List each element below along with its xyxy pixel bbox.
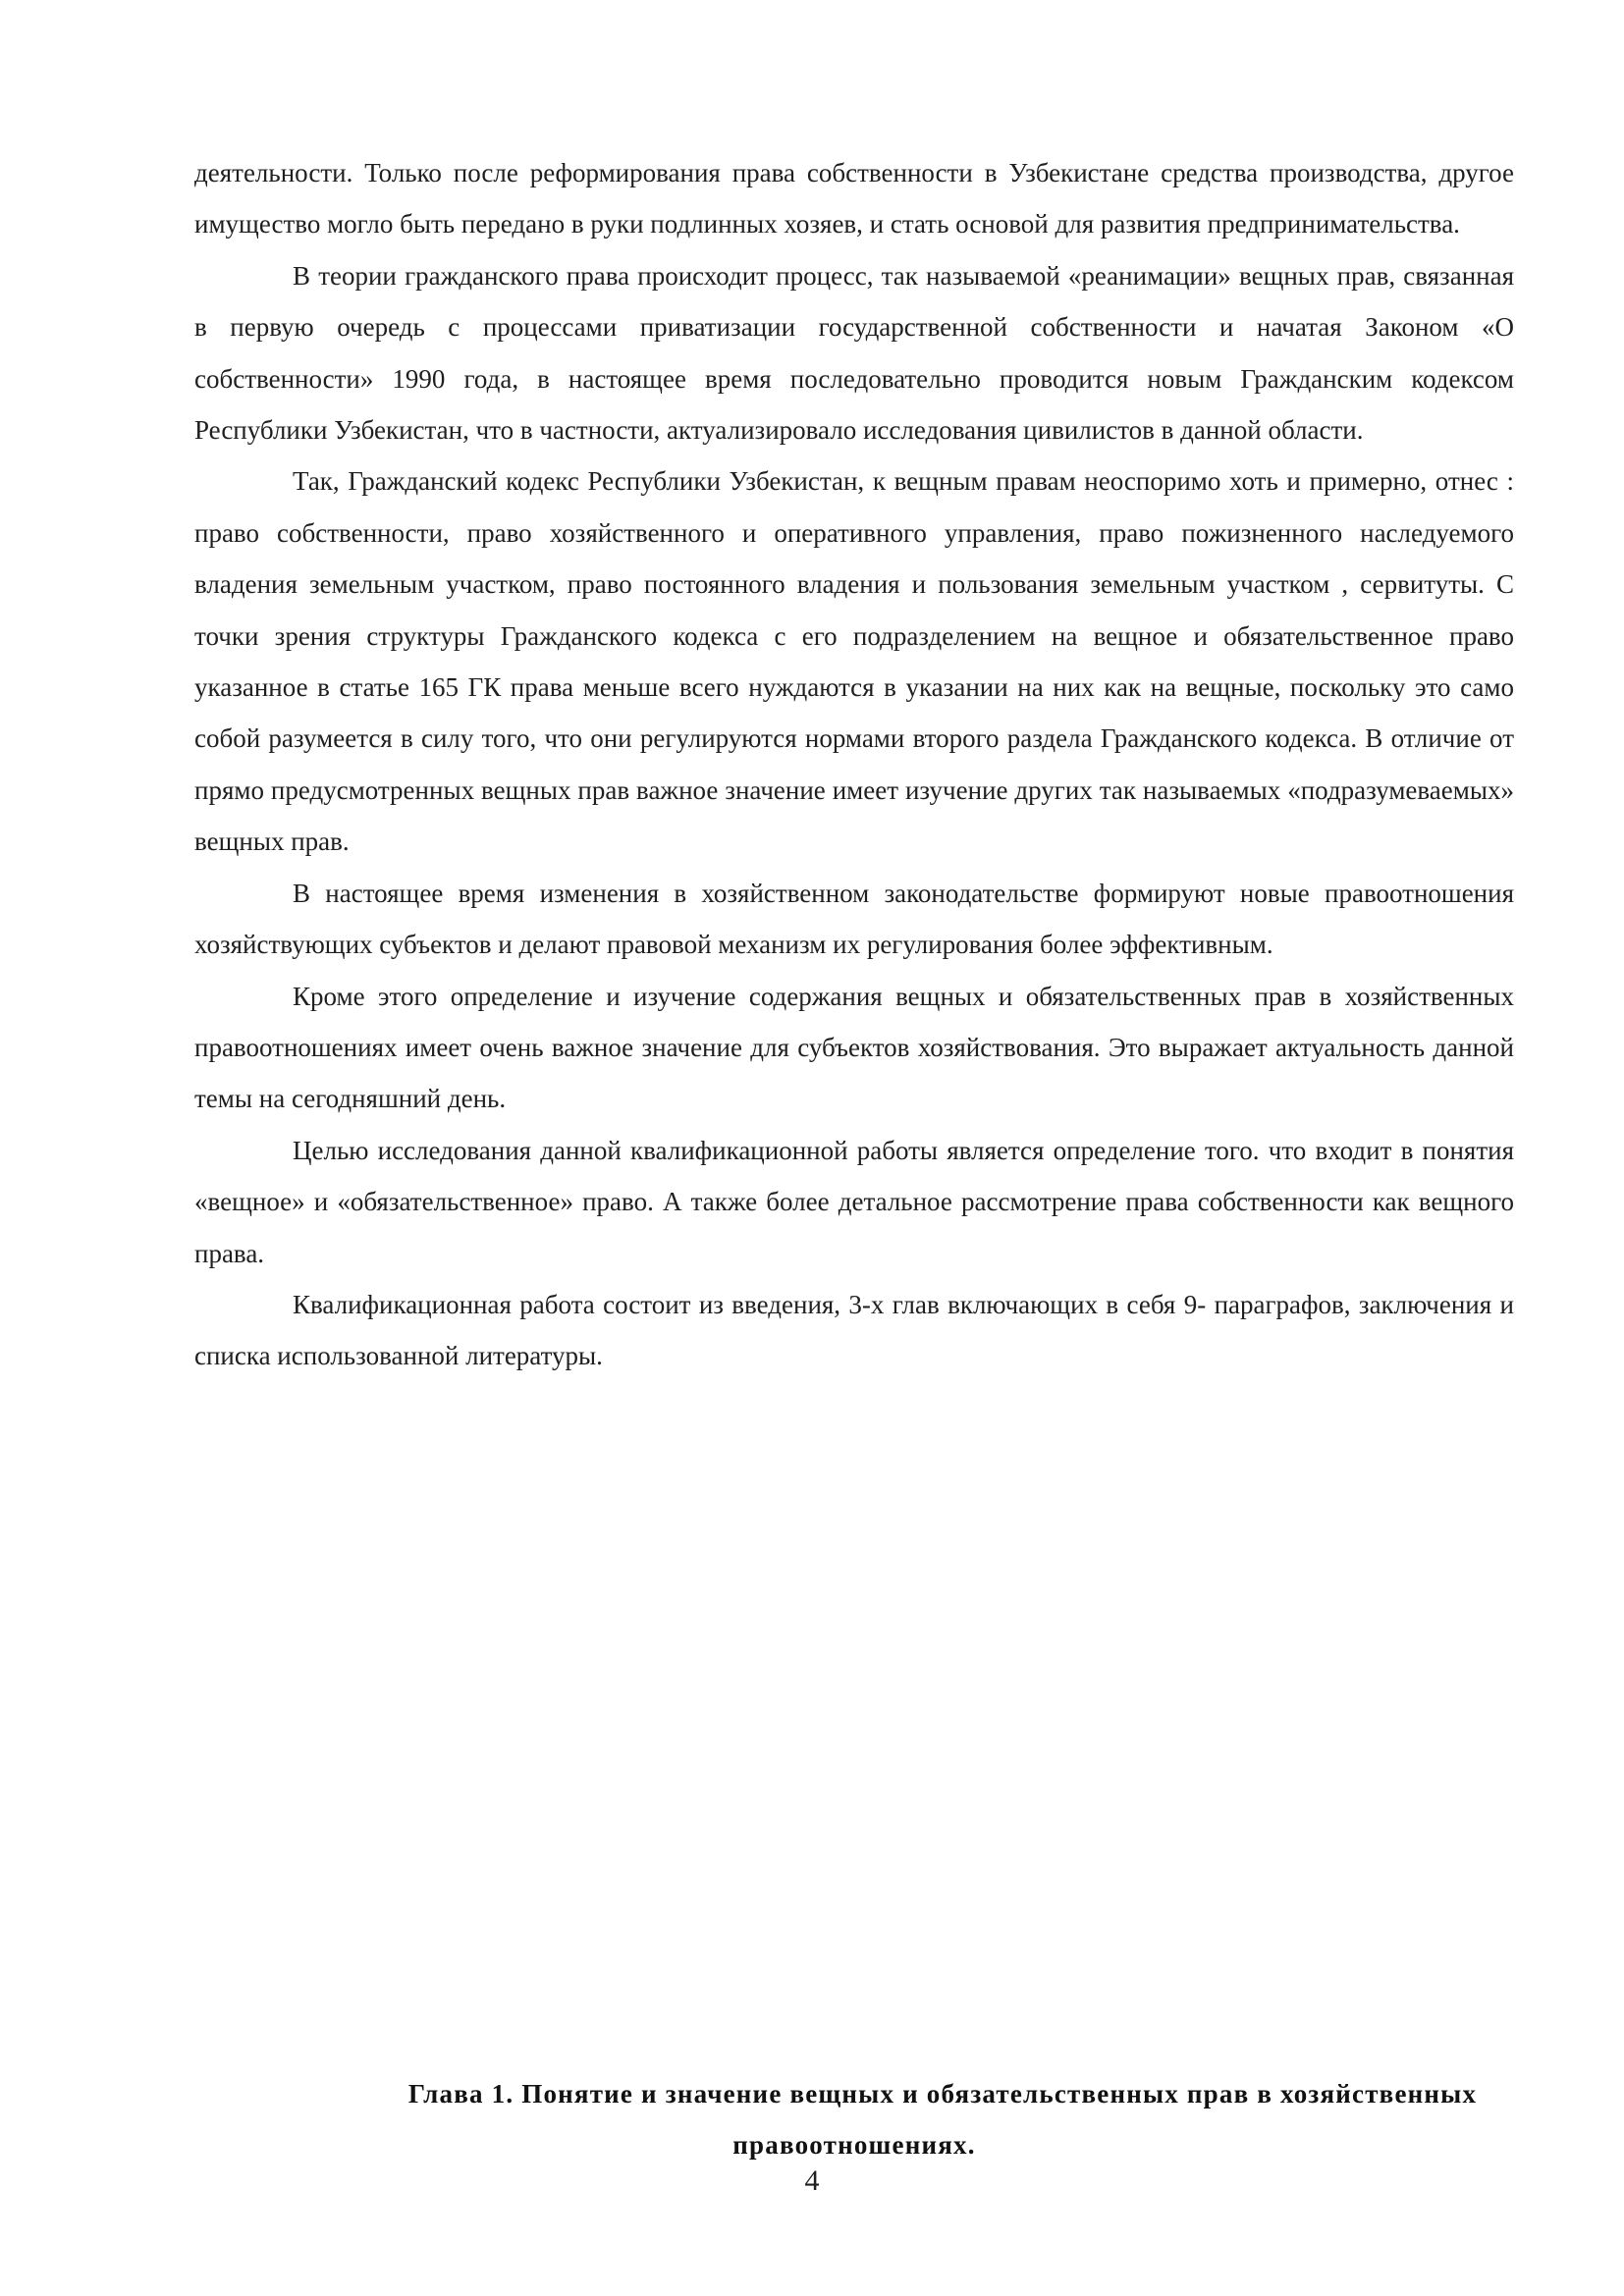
paragraph-continuation: деятельности. Только после реформирования права собственности в Узбекистане средства производства, другое имущество могло быть передано в руки подлинных хозяев, и стать основой для развития предпринимательства. [194,158,1514,240]
chapter-heading [194,2068,1514,2170]
paragraph-legislation-changes: В настоящее время изменения в хозяйственном законодательстве формируют новые правоотношения хозяйствующих субъектов и делают правовой механизм их регулирования более эффективным. [194,878,1514,960]
paragraph-civil-law-theory: В теории гражданского права происходит процесс, так называемой «реанимации» вещных прав, связанная в первую очередь с процессами приватизации государственной собственности и начатая Законом «О собственности» 1990 года, в настоящее время последовательно проводится новым Гражданским кодексом Республики Узбекистан, что в частности, актуализировало исследования цивилистов в данной области. [194,260,1514,446]
paragraph-research-goal: Целью исследования данной квалификационной работы является определение того. что входит в понятия «вещное» и «обязательственное» право. А также более детальное рассмотрение права собственности как вещного права. [194,1135,1514,1268]
chapter-heading-line-2: правоотношениях. [732,2130,976,2160]
chapter-heading-line-1: Глава 1. Понятие и значение вещных и обязательственных прав в хозяйственных [407,2079,1478,2109]
paragraph-civil-code-rights: Так, Гражданский кодекс Республики Узбекистан, к вещным правам неоспоримо хоть и примерно, отнес : право собственности, право хозяйственного и оперативного управления, право пожизненного наследуемого владения земельным участком, право постоянного владения и пользования земельным участком , сервитуты. С точки зрения структуры Гражданского кодекса с его подразделением на вещное и обязательственное право указанное в статье 165 ГК права меньше всего нуждаются в указании на них как на вещные, поскольку это само собой разумеется в силу того, что они регулируются нормами второго раздела Гражданского кодекса. В отличие от прямо предусмотренных вещных прав важное значение имеет изучение других так называемых «подразумеваемых» вещных прав. [194,466,1514,857]
paragraph-work-structure: Квалификационная работа состоит из введения, 3-х глав включающих в себя 9- параграфов, заключения и списка использованной литературы. [194,1289,1514,1371]
body-text [194,147,1514,1382]
page-number: 4 [804,2164,820,2197]
paragraph-relevance: Кроме этого определение и изучение содержания вещных и обязательственных прав в хозяйственных правоотношениях имеет очень важное значение для субъектов хозяйствования. Это выражает актуальность данной темы на сегодняшний день. [194,981,1514,1114]
